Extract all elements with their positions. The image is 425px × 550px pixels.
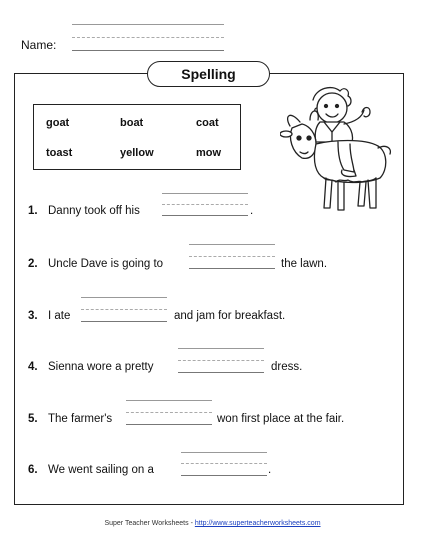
question-text: Uncle Dave is going to (48, 258, 164, 270)
question-text: I ate (48, 310, 71, 322)
question-text: Sienna wore a pretty (48, 361, 154, 373)
question-number: 6. (28, 464, 38, 476)
question-text: The farmer's (48, 413, 113, 425)
footer-link[interactable]: http://www.superteacherworksheets.com (194, 520, 321, 527)
question-2 (28, 258, 163, 270)
question-text: We went sailing on a (48, 464, 154, 476)
question-1 (28, 205, 140, 217)
word-bank-item: coat (196, 117, 219, 129)
question-end-text: . (250, 205, 254, 217)
question-end-text: won first place at the fair. (217, 413, 345, 425)
footer-text: Super Teacher Worksheets - (104, 520, 193, 527)
word-bank-item: toast (46, 147, 73, 159)
word-bank-item: goat (46, 117, 70, 129)
footer (0, 520, 425, 527)
question-3 (28, 310, 70, 322)
question-5 (28, 413, 112, 425)
word-bank (33, 104, 241, 170)
word-bank-item: yellow (120, 147, 154, 159)
question-end-text: dress. (271, 361, 303, 373)
question-end-text: . (268, 464, 272, 476)
question-6 (28, 464, 154, 476)
question-end-text: and jam for breakfast. (174, 310, 286, 322)
question-number: 1. (28, 205, 38, 217)
word-bank-item: mow (196, 147, 222, 159)
question-number: 2. (28, 258, 38, 270)
question-number: 4. (28, 361, 38, 373)
word-bank-item: boat (120, 117, 144, 129)
question-number: 5. (28, 413, 38, 425)
question-number: 3. (28, 310, 38, 322)
name-label: Name: (21, 38, 57, 52)
boy-riding-goat-icon (280, 82, 400, 217)
page-title: Spelling (147, 61, 270, 87)
question-end-text: the lawn. (281, 258, 328, 270)
question-text: Danny took off his (48, 205, 140, 217)
question-4 (28, 361, 153, 373)
